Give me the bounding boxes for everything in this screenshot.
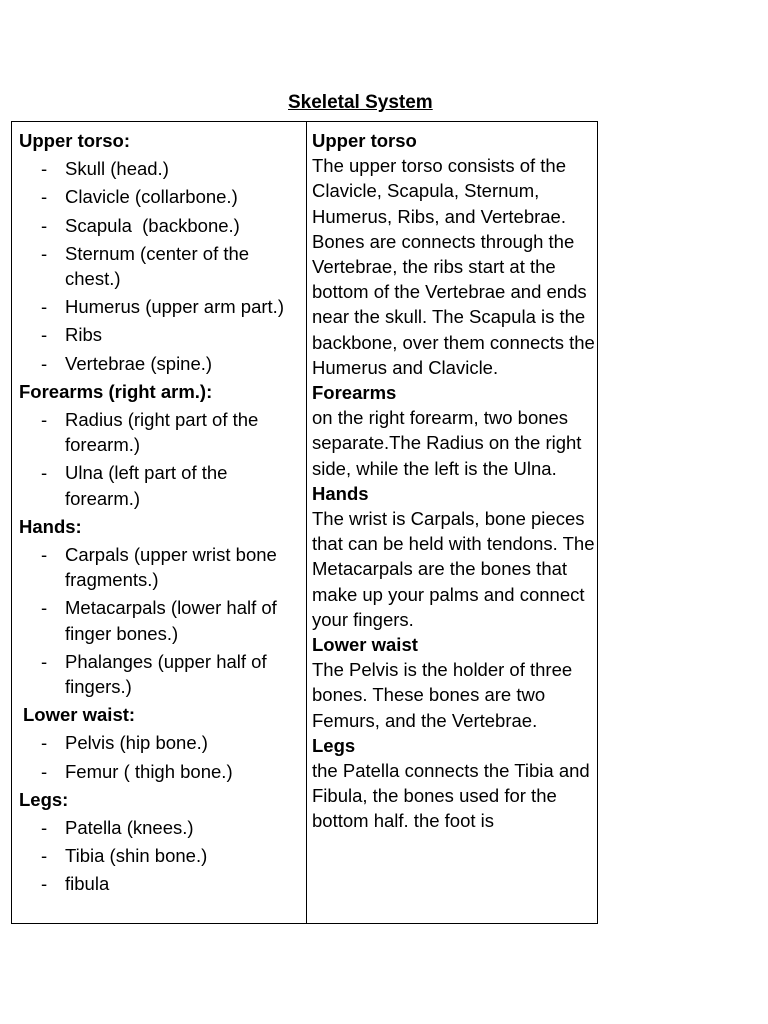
group-heading: Lower waist: [23,704,136,726]
group-heading: Upper torso: [19,130,130,151]
dash-bullet: - [41,242,48,264]
group-heading: Hands: [19,515,82,537]
list-item: - Patella (knees.) [19,815,304,840]
list-item: - Scapula (backbone.) [19,213,304,238]
group-hands [19,514,304,699]
dash-bullet: - [41,324,48,346]
list-item: - Radius (right part of the forearm.) [41,409,259,456]
desc-paragraph: on the right forearm, two bones separate.The Radius on the right side, while the left is the Ulna. [312,407,582,479]
dash-bullet: - [41,352,48,374]
group-heading: Legs: [19,788,69,810]
dash-bullet: - [41,760,48,782]
desc-paragraph: The Pelvis is the holder of three bones. These bones are two Femurs, and the Vertebrae. [312,659,573,731]
list-item: - Femur ( thigh bone.) [19,759,304,784]
list-item: - Clavicle (collarbone.) [19,184,304,209]
desc-paragraph: The upper torso consists of the Clavicle, Scapula, Sternum, Humerus, Ribs, and Vertebrae. Bones are connects through the Vertebrae, the ribs start at the bottom of the Vertebrae and ends near the skull. The Scapula is the backbone, over them connects the Humerus and Clavicle. [312,155,595,378]
list-item: - Metacarpals (lower half of finger bones.) [41,597,277,644]
list-item: - Vertebrae (spine.) [19,351,304,376]
dash-bullet: - [41,597,48,619]
dash-bullet: - [41,817,48,839]
dash-bullet: - [41,873,48,895]
desc-legs [312,733,598,834]
column-divider [306,122,307,923]
dash-bullet: - [41,650,48,672]
desc-heading: Hands [312,482,369,504]
desc-upper-torso [312,128,598,380]
bone-list [19,156,304,376]
list-item: - Pelvis (hip bone.) [19,730,304,755]
dash-bullet: - [41,214,48,236]
bone-list-column [19,128,304,897]
list-item: - Ribs [19,322,304,347]
list-item: - Carpals (upper wrist bone fragments.) [41,544,277,591]
desc-heading: Upper torso [312,130,417,151]
bone-list [19,542,304,699]
dash-bullet: - [41,296,48,318]
bone-list [19,815,304,897]
bone-list [19,730,304,783]
desc-forearms [312,380,598,481]
desc-paragraph: the Patella connects the Tibia and Fibula, the bones used for the bottom half. the foot is [312,760,590,832]
dash-bullet: - [41,462,48,484]
dash-bullet: - [41,732,48,754]
desc-paragraph: The wrist is Carpals, bone pieces that can be held with tendons. The Metacarpals are the bones that make up your palms and connect your fingers. [312,508,595,630]
list-item: - Sternum (center of the chest.) [41,242,250,290]
page-title: Skeletal System [288,92,433,113]
dash-bullet: - [41,845,48,867]
skeletal-table [11,121,598,924]
group-legs [19,787,304,897]
list-item: - Skull (head.) [19,156,304,181]
list-item: - Tibia (shin bone.) [19,843,304,868]
group-upper-torso [19,128,304,376]
dash-bullet: - [41,158,48,180]
dash-bullet: - [41,409,48,431]
desc-heading: Forearms [312,382,397,404]
group-lower-waist [19,702,304,784]
list-item: - Phalanges (upper half of fingers.) [41,650,267,698]
bone-list [19,407,304,511]
list-item: - Ulna (left part of the forearm.) [41,462,228,509]
dash-bullet: - [41,186,48,208]
group-forearms [19,379,304,511]
desc-heading: Lower waist [312,634,418,656]
dash-bullet: - [41,544,48,566]
desc-hands [312,481,598,632]
desc-heading: Legs [312,734,356,756]
list-item: - fibula [19,871,304,896]
group-heading: Forearms (right arm.): [19,380,213,402]
description-column [312,128,598,834]
desc-lower-waist [312,632,598,733]
list-item: - Humerus (upper arm part.) [19,294,304,319]
